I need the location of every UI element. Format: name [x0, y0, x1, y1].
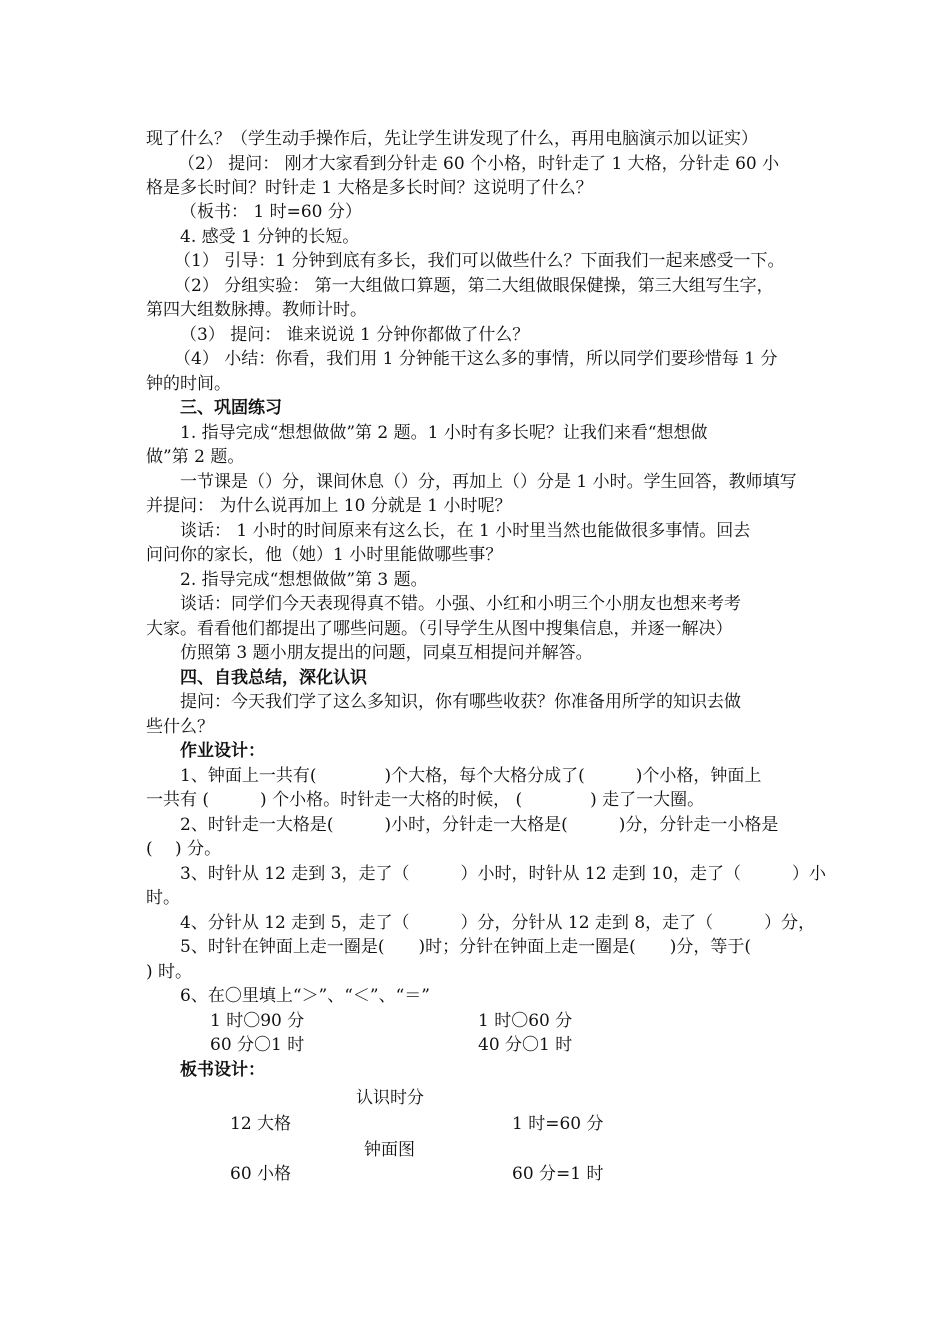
homework-heading: 作业设计：	[180, 741, 265, 761]
text-line: 格是多长时间？时针走 1 大格是多长时间？这说明了什么？	[146, 178, 593, 198]
exercise-line: 5、时针在钟面上走一圈是( )时；分针在钟面上走一圈是( )分，等于(	[180, 937, 751, 957]
text-line: 第四大组数脉搏。教师计时。	[146, 300, 367, 320]
text-line: 做”第 2 题。	[146, 447, 245, 467]
exercise-line: 时。	[146, 888, 180, 908]
text-line: 提问：今天我们学了这么多知识，你有哪些收获？你准备用所学的知识去做	[180, 692, 741, 712]
board-design-heading: 板书设计：	[180, 1060, 265, 1080]
text-line: （2） 提问： 刚才大家看到分针走 60 个小格，时针走了 1 大格，分针走 60 小	[178, 154, 780, 174]
comparison-item: 60 分〇1 时	[210, 1035, 305, 1055]
text-line: 大家。看看他们都提出了哪些问题。（引导学生从图中搜集信息，并逐一解决）	[146, 619, 733, 639]
text-line: 4. 感受 1 分钟的长短。	[180, 227, 360, 247]
comparison-item: 40 分〇1 时	[478, 1035, 573, 1055]
text-line: 些什么？	[146, 717, 214, 737]
text-line: （2） 分组实验： 第一大组做口算题，第二大组做眼保健操，第三大组写生字，	[174, 276, 774, 296]
text-line: 仿照第 3 题小朋友提出的问题，同桌互相提问并解答。	[180, 643, 593, 663]
text-line: （4） 小结：你看，我们用 1 分钟能干这么多的事情，所以同学们要珍惜每 1 分	[174, 349, 778, 369]
section-heading: 四、自我总结，深化认识	[180, 668, 367, 688]
text-line: 钟的时间。	[146, 374, 231, 394]
comparison-item: 1 时〇60 分	[478, 1011, 573, 1031]
text-line: 2. 指导完成“想想做做”第 3 题。	[180, 570, 428, 590]
board-item: 60 分=1 时	[512, 1164, 604, 1184]
text-line: 谈话：同学们今天表现得真不错。小强、小红和小明三个小朋友也想来考考	[180, 594, 741, 614]
exercise-line: 一共有 ( ) 个小格。时针走一大格的时候， ( ) 走了一大圈。	[146, 790, 705, 810]
exercise-line: 3、时针从 12 走到 3，走了（ ）小时，时针从 12 走到 10，走了（ ）小	[180, 864, 826, 884]
exercise-line: 4、分针从 12 走到 5，走了（ ）分，分针从 12 走到 8，走了（ ）分，	[180, 913, 816, 933]
text-line: （3） 提问： 谁来说说 1 分钟你都做了什么？	[180, 325, 530, 345]
section-heading: 三、巩固练习	[180, 398, 282, 418]
text-line: （1） 引导：1 分钟到底有多长，我们可以做些什么？下面我们一起来感受一下。	[174, 251, 785, 271]
exercise-line: 1、钟面上一共有( )个大格，每个大格分成了( )个小格，钟面上	[180, 766, 762, 786]
text-line: 现了什么？（学生动手操作后，先让学生讲发现了什么，再用电脑演示加以证实）	[146, 129, 758, 149]
board-item: 60 小格	[230, 1164, 292, 1184]
exercise-line: ) 时。	[146, 962, 193, 982]
board-item: 钟面图	[364, 1140, 415, 1160]
board-item: 12 大格	[230, 1114, 292, 1134]
board-title: 认识时分	[356, 1088, 424, 1108]
text-line: （板书： 1 时=60 分）	[180, 202, 362, 222]
text-line: 1. 指导完成“想想做做”第 2 题。1 小时有多长呢？让我们来看“想想做	[180, 423, 708, 443]
text-line: 并提问： 为什么说再加上 10 分就是 1 小时呢？	[146, 496, 512, 516]
text-line: 谈话： 1 小时的时间原来有这么长，在 1 小时里当然也能做很多事情。回去	[180, 521, 751, 541]
text-line: 一节课是（）分，课间休息（）分，再加上（）分是 1 小时。学生回答，教师填写	[180, 472, 797, 492]
board-item: 1 时=60 分	[512, 1114, 604, 1134]
exercise-line: ( ) 分。	[146, 839, 222, 859]
exercise-line: 6、在〇里填上“＞”、“＜”、“＝”	[180, 986, 430, 1006]
text-line: 问问你的家长，他（她）1 小时里能做哪些事？	[146, 545, 503, 565]
comparison-item: 1 时〇90 分	[210, 1011, 305, 1031]
exercise-line: 2、时针走一大格是( )小时，分针走一大格是( )分，分针走一小格是	[180, 815, 779, 835]
